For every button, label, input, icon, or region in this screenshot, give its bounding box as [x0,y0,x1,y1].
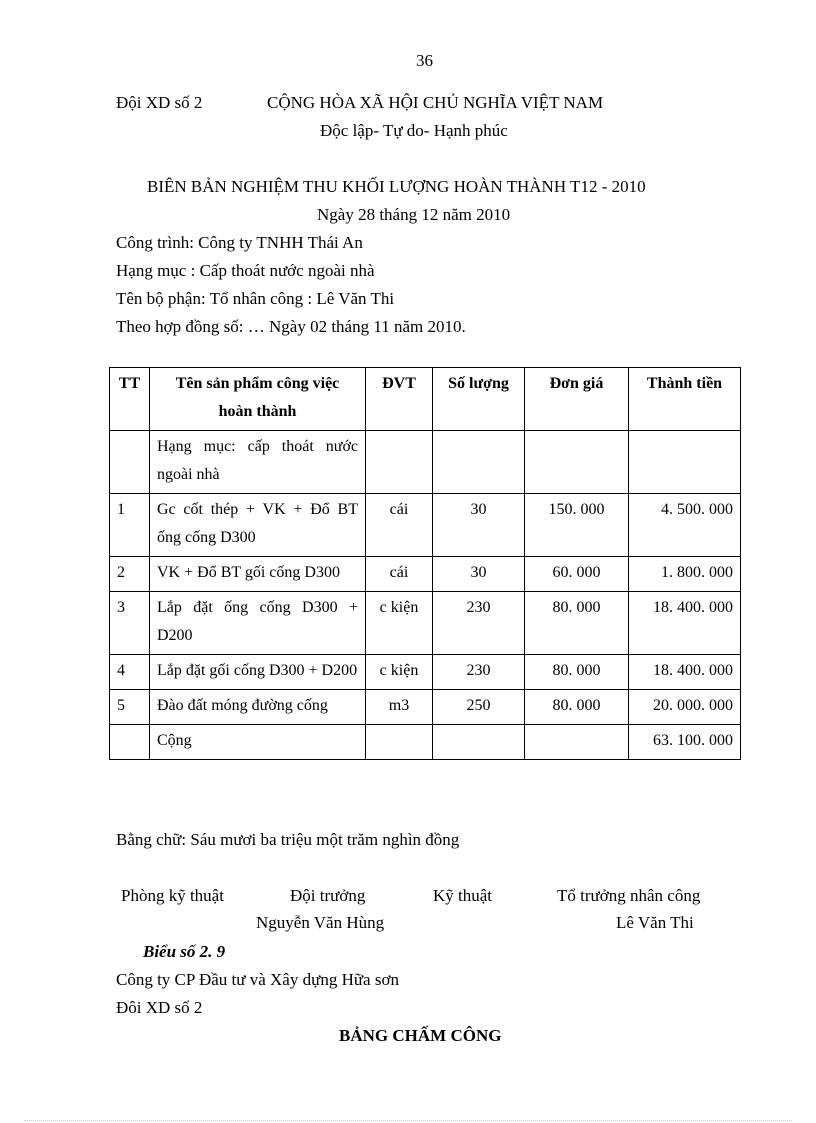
contract-line: Theo hợp đồng số: … Ngày 02 tháng 11 năm 2010. [116,317,466,336]
team-footer: Đôi XD số 2 [116,998,203,1017]
total-label: Cộng [150,725,366,760]
row-unit: cái [366,494,433,557]
table-row [110,494,741,557]
category-cell: Hạng mục: cấp thoát nước ngoài nhà [150,431,366,494]
table-row [110,557,741,592]
row-tt: 4 [110,655,150,690]
national-title: CỘNG HÒA XÃ HỘI CHỦ NGHĨA VIỆT NAM [267,93,604,112]
header-price: Đơn giá [525,368,629,431]
page-bottom-divider [24,1120,792,1121]
work-table [109,367,741,760]
category-line: Hạng mục : Cấp thoát nước ngoài nhà [116,261,375,280]
row-name: Lắp đặt ống cống D300 + D200 [150,592,366,655]
row-price: 60. 000 [525,557,629,592]
row-qty: 230 [433,592,525,655]
row-unit: m3 [366,690,433,725]
form-label: Biểu số 2. 9 [143,942,226,961]
sign-technical-dept: Phòng kỹ thuật [121,886,224,905]
amount-in-words: Bằng chữ: Sáu mươi ba triệu một trăm nghìn đồng [116,830,460,849]
total-row [110,725,741,760]
report-date: Ngày 28 tháng 12 năm 2010 [317,205,511,224]
table-row [110,592,741,655]
row-amount: 4. 500. 000 [629,494,741,557]
sign-technician: Kỹ thuật [433,886,493,905]
department-line: Tên bộ phận: Tổ nhân công : Lê Văn Thi [116,289,395,308]
row-unit: c kiện [366,592,433,655]
row-amount: 18. 400. 000 [629,592,741,655]
header-amount: Thành tiền [629,368,741,431]
row-price: 80. 000 [525,655,629,690]
project-line: Công trình: Công ty TNHH Thái An [116,233,363,252]
labor-leader-name: Lê Văn Thi [616,913,694,932]
row-price: 150. 000 [525,494,629,557]
table-row [110,655,741,690]
national-motto: Độc lập- Tự do- Hạnh phúc [320,121,508,140]
row-amount: 18. 400. 000 [629,655,741,690]
row-tt: 5 [110,690,150,725]
table-row [110,690,741,725]
header-unit: ĐVT [366,368,433,431]
row-qty: 250 [433,690,525,725]
row-tt: 2 [110,557,150,592]
row-qty: 230 [433,655,525,690]
row-name: Đào đất móng đường cống [150,690,366,725]
team-leader-name: Nguyễn Văn Hùng [256,913,385,932]
company-name: Công ty CP Đầu tư và Xây dựng Hữa sơn [116,970,399,989]
row-price: 80. 000 [525,690,629,725]
row-tt: 1 [110,494,150,557]
row-tt: 3 [110,592,150,655]
header-tt: TT [110,368,150,431]
row-amount: 20. 000. 000 [629,690,741,725]
row-unit: c kiện [366,655,433,690]
header-name: Tên sản phẩm công việc hoàn thành [150,368,366,431]
row-name: Gc cốt thép + VK + Đổ BT ống cống D300 [150,494,366,557]
row-name: VK + Đổ BT gối cống D300 [150,557,366,592]
sign-labor-leader: Tổ trưởng nhân công [557,886,701,905]
next-section-title: BẢNG CHẤM CÔNG [339,1026,502,1045]
row-amount: 1. 800. 000 [629,557,741,592]
row-qty: 30 [433,494,525,557]
row-unit: cái [366,557,433,592]
category-row [110,431,741,494]
team-name: Đội XD số 2 [116,93,203,112]
header-qty: Số lượng [433,368,525,431]
row-name: Lắp đặt gối cống D300 + D200 [150,655,366,690]
table-header-row [110,368,741,431]
row-qty: 30 [433,557,525,592]
row-price: 80. 000 [525,592,629,655]
page-number: 36 [416,51,433,70]
report-title: BIÊN BẢN NGHIỆM THU KHỐI LƯỢNG HOÀN THÀNH T12 - 2010 [147,177,646,196]
total-amount: 63. 100. 000 [629,725,741,760]
sign-team-leader: Đội trưởng [290,886,366,905]
